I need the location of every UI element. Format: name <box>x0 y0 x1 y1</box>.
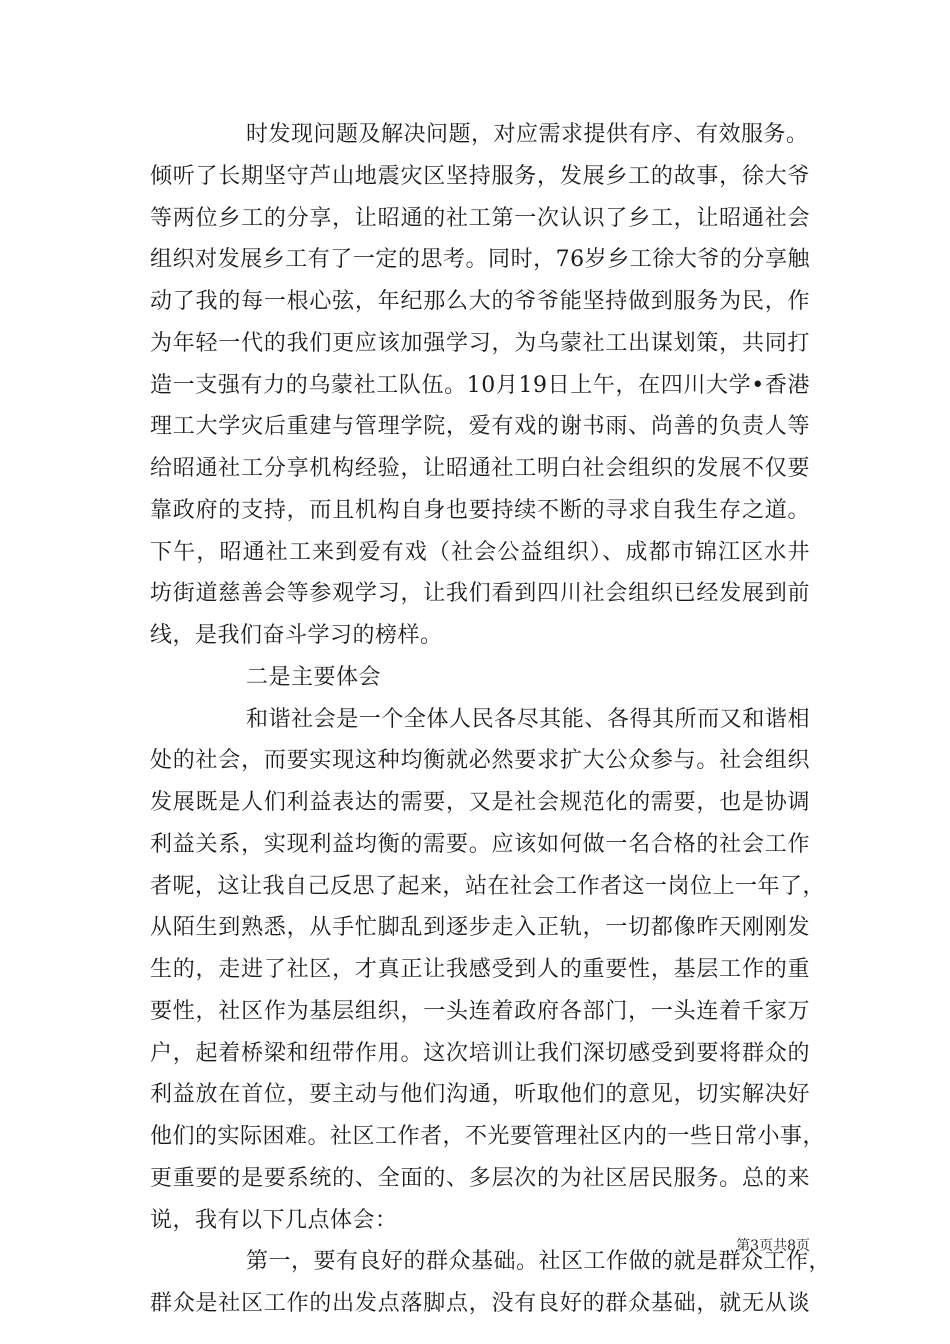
text-line: 群众是社区工作的出发点落脚点，没有良好的群众基础，就无从谈 <box>150 1291 810 1316</box>
text-line: 为年轻一代的我们更应该加强学习，为乌蒙社工出谋划策，共同打 <box>150 330 810 356</box>
text-line: 利益关系，实现利益均衡的需要。应该如何做一名合格的社会工作 <box>150 831 810 857</box>
text-line: 发展既是人们利益表达的需要，又是社会规范化的需要，也是协调 <box>150 790 810 815</box>
text-line: 更重要的是要系统的、全面的、多层次的为社区居民服务。总的来 <box>150 1165 810 1191</box>
text-line: 户，起着桥梁和纽带作用。这次培训让我们深切感受到要将群众的 <box>150 1040 810 1066</box>
text-line: 理工大学灾后重建与管理学院，爱有戏的谢书雨、尚善的负责人等 <box>150 414 810 440</box>
section-heading: 二是主要体会 <box>246 664 382 690</box>
text-line: 下午，昭通社工来到爱有戏（社会公益组织）、成都市锦江区水井 <box>150 539 810 565</box>
text-line: 线，是我们奋斗学习的榜样。 <box>150 623 443 648</box>
text-line: 给昭通社工分享机构经验，让昭通社工明白社会组织的发展不仅要 <box>150 456 810 481</box>
text-line: 等两位乡工的分享，让昭通的社工第一次认识了乡工，让昭通社会 <box>150 205 810 231</box>
body-text <box>150 114 832 1325</box>
text-line: 造一支强有力的乌蒙社工队伍。10月19日上午，在四川大学•香港 <box>150 372 810 398</box>
text-line: 从陌生到熟悉，从手忙脚乱到逐步走入正轨，一切都像昨天刚刚发 <box>150 915 810 941</box>
text-line: 利益放在首位，要主动与他们沟通，听取他们的意见，切实解决好 <box>150 1082 810 1108</box>
text-line: 处的社会，而要实现这种均衡就必然要求扩大公众参与。社会组织 <box>150 748 810 774</box>
text-line: 生的，走进了社区，才真正让我感受到人的重要性，基层工作的重 <box>150 957 810 982</box>
text-line: 靠政府的支持，而且机构自身也要持续不断的寻求自我生存之道。 <box>150 497 810 523</box>
text-line: 倾听了长期坚守芦山地震灾区坚持服务，发展乡工的故事，徐大爷 <box>150 163 810 189</box>
text-line: 组织对发展乡工有了一定的思考。同时，76岁乡工徐大爷的分享触 <box>150 247 810 273</box>
text-line: 动了我的每一根心弦，年纪那么大的爷爷能坚持做到服务为民，作 <box>150 289 810 314</box>
text-line: 者呢，这让我自己反思了起来，站在社会工作者这一岗位上一年了， <box>150 873 826 899</box>
text-line: 他们的实际困难。社区工作者，不光要管理社区内的一些日常小事， <box>150 1124 826 1149</box>
text-line: 第一，要有良好的群众基础。社区工作做的就是群众工作， <box>246 1249 832 1275</box>
text-line: 说，我有以下几点体会： <box>150 1207 398 1233</box>
text-line: 和谐社会是一个全体人民各尽其能、各得其所而又和谐相 <box>246 706 810 732</box>
page-number: 第3页共8页 <box>736 1238 810 1254</box>
text-line: 要性，社区作为基层组织，一头连着政府各部门，一头连着千家万 <box>150 998 810 1024</box>
text-line: 坊街道慈善会等参观学习，让我们看到四川社会组织已经发展到前 <box>150 581 810 607</box>
text-line: 时发现问题及解决问题，对应需求提供有序、有效服务。 <box>246 122 809 147</box>
